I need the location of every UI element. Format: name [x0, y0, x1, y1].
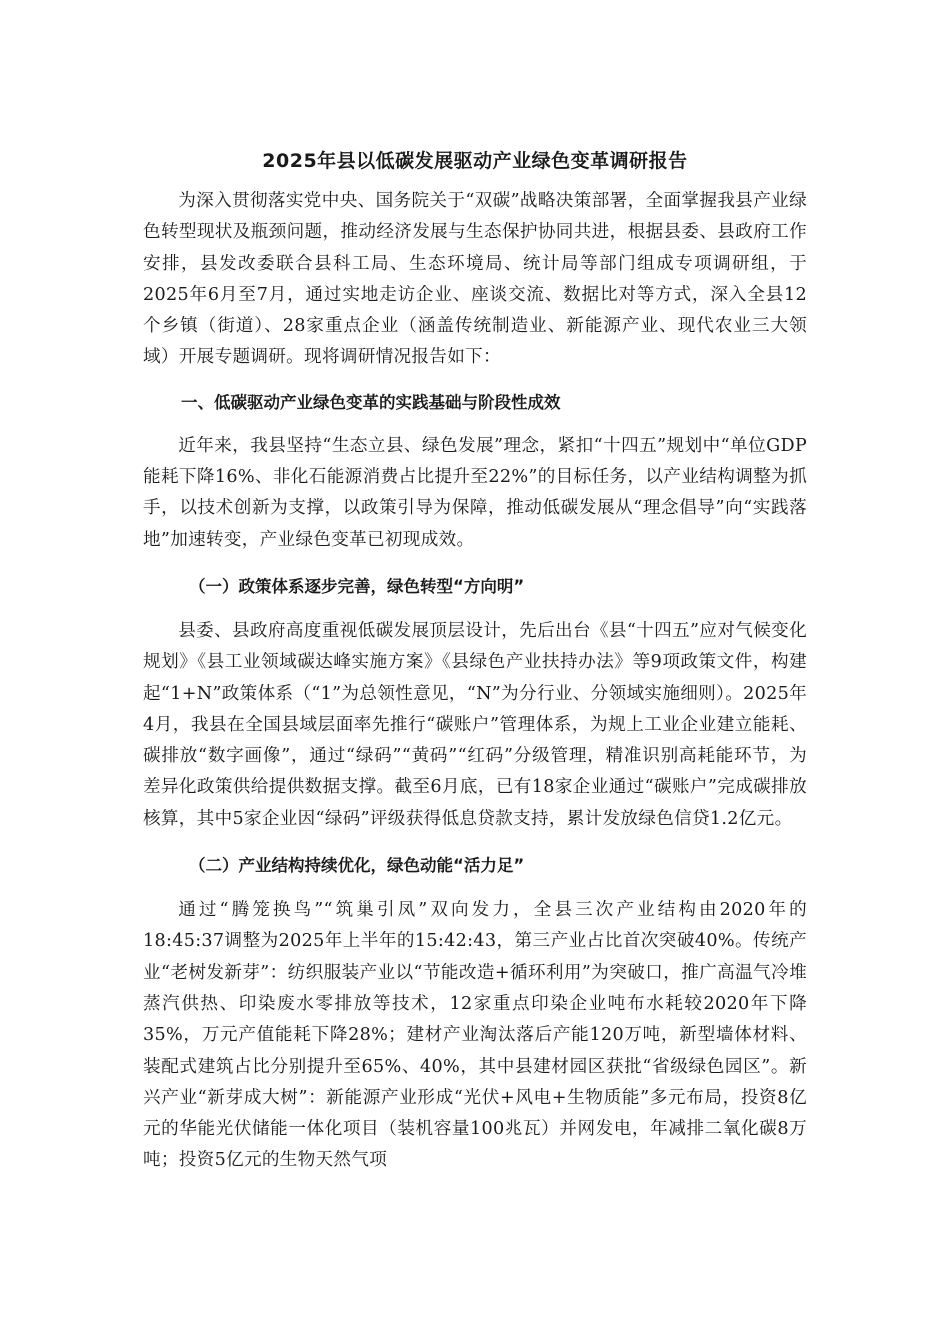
section-1-heading: 一、低碳驱动产业绿色变革的实践基础与阶段性成效: [181, 392, 561, 412]
subsection-1-heading: （一）政策体系逐步完善，绿色转型“方向明”: [189, 576, 525, 596]
document-title: 2025年县以低碳发展驱动产业绿色变革调研报告: [262, 150, 688, 172]
intro-paragraph: 为深入贯彻落实党中央、国务院关于“双碳”战略决策部署，全面掌握我县产业绿色转型现状及瓶颈问题，推动经济发展与生态保护协同共进，根据县委、县政府工作安排，县发改委联合县科工局、生态环境局、统计局等部门组成专项调研组，于2025年6月至7月，通过实地走访企业、座谈交流、数据比对等方式，深入全县12个乡镇（街道）、28家重点企业（涵盖传统制造业、新能源产业、现代农业三大领域）开展专题调研。现将调研情况报告如下：: [143, 191, 807, 368]
subsection-1-paragraph: 县委、县政府高度重视低碳发展顶层设计，先后出台《县“十四五”应对气候变化规划》《县工业领域碳达峰实施方案》《县绿色产业扶持办法》等9项政策文件，构建起“1+N”政策体系（“1”为总领性意见，“N”为分行业、分领域实施细则）。2025年4月，我县在全国县域层面率先推行“碳账户”管理体系，为规上工业企业建立能耗、碳排放“数字画像”，通过“绿码”“黄码”“红码”分级管理，精准识别高耗能环节，为差异化政策供给提供数据支撑。截至6月底，已有18家企业通过“碳账户”完成碳排放核算，其中5家企业因“绿码”评级获得低息贷款支持，累计发放绿色信贷1.2亿元。: [143, 620, 807, 829]
subsection-2-heading: （二）产业结构持续优化，绿色动能“活力足”: [189, 856, 525, 876]
document-page: [143, 146, 807, 1177]
subsection-2-paragraph: 通过“腾笼换鸟”“筑巢引凤”双向发力，全县三次产业结构由2020年的18:45:37调整为2025年上半年的15:42:43，第三产业占比首次突破40%。传统产业“老树发新芽”：纺织服装产业以“节能改造+循环利用”为突破口，推广高温气冷堆蒸汽供热、印染废水零排放等技术，12家重点印染企业吨布水耗较2020年下降35%，万元产值能耗下降28%；建材产业淘汰落后产能120万吨，新型墙体材料、装配式建筑占比分别提升至65%、40%，其中县建材园区获批“省级绿色园区”。新兴产业“新芽成大树”：新能源产业形成“光伏+风电+生物质能”多元布局，投资8亿元的华能光伏储能一体化项目（装机容量100兆瓦）并网发电，年减排二氧化碳8万吨；投资5亿元的生物天然气项: [143, 900, 807, 1171]
section-1-paragraph: 近年来，我县坚持“生态立县、绿色发展”理念，紧扣“十四五”规划中“单位GDP能耗下降16%、非化石能源消费占比提升至22%”的目标任务，以产业结构调整为抓手，以技术创新为支撑，以政策引导为保障，推动低碳发展从“理念倡导”向“实践落地”加速转变，产业绿色变革已初现成效。: [143, 435, 807, 550]
